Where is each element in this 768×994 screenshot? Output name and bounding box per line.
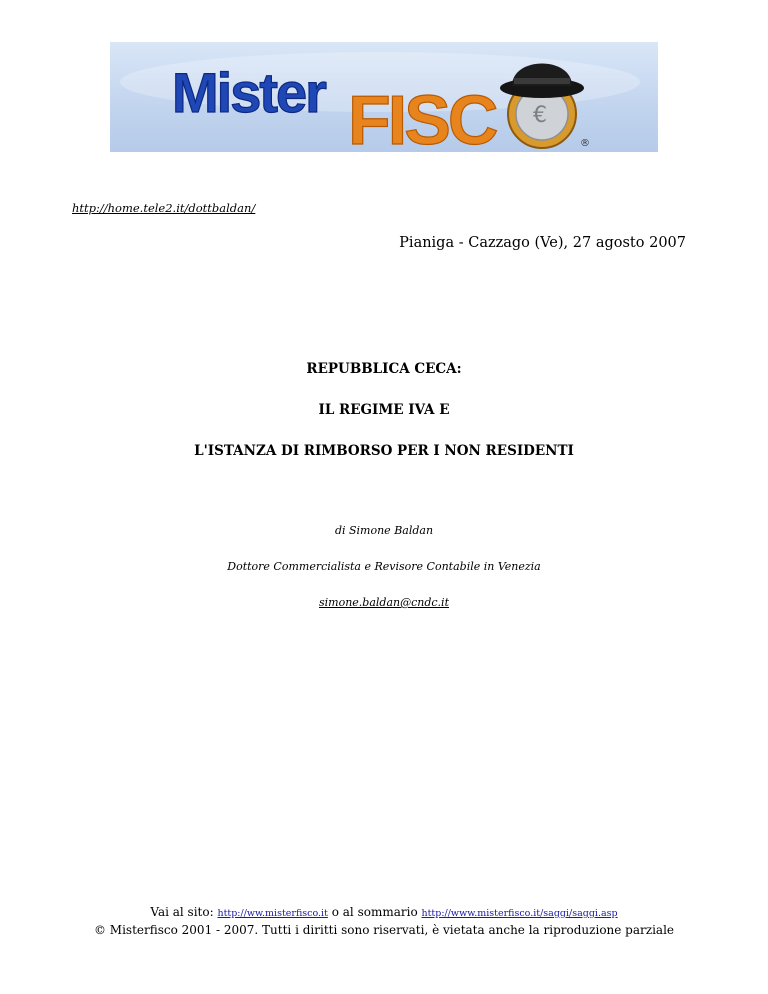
footer-links-line (0, 905, 768, 919)
svg-text:FISC: FISC (348, 81, 496, 152)
title-line-3: L'ISTANZA DI RIMBORSO PER I NON RESIDENTI (194, 443, 574, 459)
title-line-1: REPUBBLICA CECA: (306, 361, 462, 377)
title-line-2: IL REGIME IVA E (318, 402, 450, 418)
site-url-link[interactable]: http://home.tele2.it/dottbaldan/ (72, 201, 256, 215)
footer-middle: o al sommario (327, 905, 422, 919)
footer-site-link[interactable]: http://ww.misterfisco.it (217, 908, 328, 919)
footer-summary-link[interactable]: http://www.misterfisco.it/saggi/saggi.asp (421, 908, 618, 919)
author-email-line (0, 596, 768, 609)
footer-prefix: Vai al sito: (150, 905, 218, 919)
svg-text:€: € (533, 103, 547, 128)
place-date: Pianiga - Cazzago (Ve), 27 agosto 2007 (399, 235, 686, 251)
svg-text:Mister: Mister (172, 61, 325, 124)
svg-text:®: ® (580, 138, 590, 149)
author-email-link[interactable]: simone.baldan@cndc.it (319, 596, 449, 609)
footer-copyright: © Misterfisco 2001 - 2007. Tutti i diritti sono riservati, è vietata anche la riproduzione parziale (93, 923, 675, 937)
author-role: Dottore Commercialista e Revisore Contabile in Venezia (227, 560, 541, 573)
author-name: di Simone Baldan (334, 524, 434, 537)
misterfisco-logo (110, 42, 658, 152)
